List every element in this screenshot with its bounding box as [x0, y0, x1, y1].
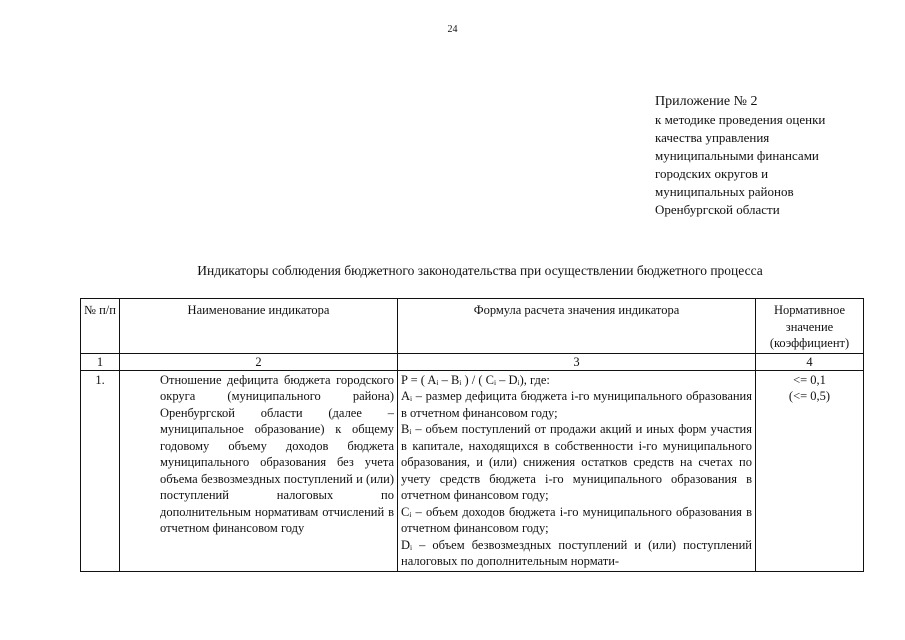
value-line: <= 0,1 — [793, 372, 826, 387]
formula-line: Dᵢ – объем безвозмездных поступлений и (или) поступлений налоговых по дополнительным нормати- — [401, 537, 752, 568]
column-number: 1 — [81, 353, 120, 370]
column-number: 3 — [398, 353, 756, 370]
formula-line: Cᵢ – объем доходов бюджета i-го муниципального образования в отчетном финансовом году; — [401, 504, 752, 535]
page-number: 24 — [447, 24, 458, 35]
appendix-line: качества управления — [655, 130, 770, 145]
header-name: Наименование индикатора — [120, 299, 398, 354]
normative-value — [756, 370, 864, 571]
column-number-row — [81, 353, 864, 370]
header-value: Нормативное значение (коэффициент) — [756, 299, 864, 354]
value-line: (<= 0,5) — [788, 389, 831, 403]
appendix-line: Оренбургской области — [655, 202, 780, 217]
column-number: 2 — [120, 353, 398, 370]
appendix-line: к методике проведения оценки — [655, 112, 826, 127]
indicator-formula — [398, 370, 756, 571]
indicators-table — [80, 298, 864, 572]
document-title: Индикаторы соблюдения бюджетного законодательства при осуществлении бюджетного процесса — [197, 263, 763, 278]
appendix-line: муниципальных районов — [655, 184, 794, 199]
appendix-line: муниципальными финансами — [655, 148, 819, 163]
appendix-block — [655, 93, 825, 219]
appendix-line: городских округов и — [655, 166, 769, 181]
formula-line: Bᵢ – объем поступлений от продажи акций и иных форм участия в капитале, находящихся в собственности i-го муниципального образования, и (или) снижения остатков средств на счетах по учету средств бюджета i-го муниципального образования в отчетном финансовом году; — [401, 422, 752, 502]
header-num: № п/п — [81, 299, 120, 354]
header-formula: Формула расчета значения индикатора — [398, 299, 756, 354]
row-number: 1. — [81, 370, 120, 571]
table-row — [81, 370, 864, 571]
formula-line: P = ( Aᵢ – Bᵢ ) / ( Cᵢ – Dᵢ), где: — [401, 372, 550, 387]
column-number: 4 — [756, 353, 864, 370]
indicator-name: Отношение дефицита бюджета городского округа (муниципального района) Оренбургской области (далее – муниципальное образование) к общему годовому объему доходов бюджета муниципального образования без учета объема безвозмездных поступлений и (или) поступлений налоговых по дополнительным нормативам отчислений в отчетном финансовом году — [120, 370, 398, 571]
table-header-row — [81, 299, 864, 354]
formula-line: Aᵢ – размер дефицита бюджета i-го муниципального образования в отчетном финансовом году; — [401, 389, 752, 420]
appendix-title: Приложение № 2 — [655, 94, 758, 109]
